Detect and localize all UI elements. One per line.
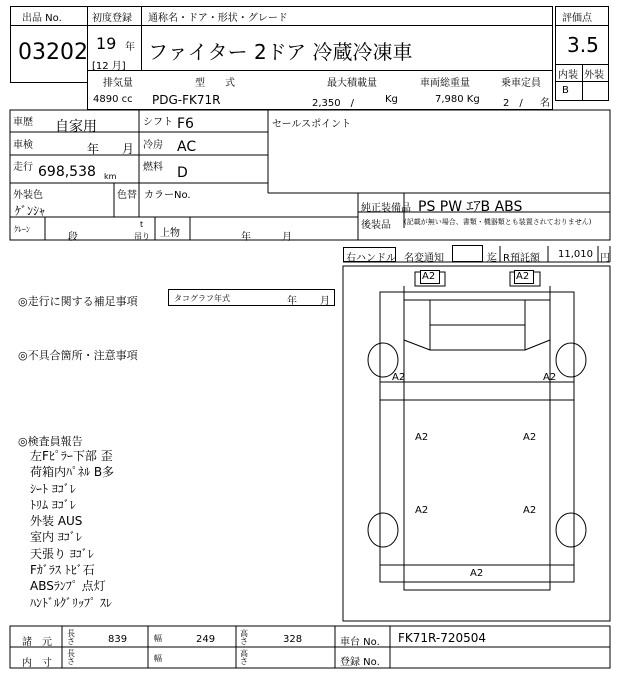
aircon-value: AC bbox=[177, 139, 197, 155]
shift-value: F6 bbox=[177, 116, 194, 132]
damage-mark: A2 bbox=[514, 270, 534, 284]
inspector-item: ﾊﾝﾄﾞﾙｸﾞﾘｯﾌﾟ ｽﾚ bbox=[30, 595, 112, 610]
inspection-year: 年 bbox=[87, 142, 100, 156]
driving-label: ◎走行に関する補足事項 bbox=[18, 295, 138, 308]
right-handle-label: 右ハンドル bbox=[346, 253, 396, 264]
inspection-month: 月 bbox=[122, 142, 135, 156]
inspector-item: ABSﾗﾝﾌﾟ 点灯 bbox=[30, 579, 106, 594]
tacho-label: タコグラフ年式 bbox=[174, 294, 230, 303]
grade-label: 評価点 bbox=[562, 13, 592, 24]
gross-value: 7,980 Kg bbox=[435, 94, 480, 105]
width-label: 幅 bbox=[154, 634, 162, 643]
inner-label: 内 寸 bbox=[22, 658, 52, 669]
color-no-label: カラーNo. bbox=[144, 190, 191, 201]
interior-label: 内装 bbox=[558, 70, 578, 81]
chassis-value: FK71R-720504 bbox=[398, 631, 487, 645]
inspector-item: 天張り ﾖｺﾞﾚ bbox=[30, 546, 94, 561]
chassis-label: 車台 No. bbox=[340, 637, 380, 648]
damage-mark: A2 bbox=[523, 432, 537, 443]
year-value: 19 bbox=[96, 34, 117, 53]
length-label: 長さ bbox=[67, 629, 75, 646]
inspector-item: 荷箱内ﾊﾟﾈﾙ B多 bbox=[30, 465, 115, 480]
grade-value: 3.5 bbox=[567, 33, 599, 57]
crane-label: ｸﾚｰﾝ bbox=[14, 225, 30, 234]
inner-width-label: 幅 bbox=[154, 654, 162, 663]
height-label: 高さ bbox=[240, 629, 248, 646]
lot-label: 出品 No. bbox=[22, 13, 62, 24]
inspector-item: 外装 AUS bbox=[30, 514, 83, 529]
sinnagi-label: 迄 bbox=[487, 253, 497, 264]
model-desc-label: 通称名・ドア・形状・グレード bbox=[148, 13, 288, 24]
capacity-unit: 名 bbox=[540, 98, 550, 109]
exterior-label: 外装 bbox=[584, 70, 604, 81]
aircon-label: 冷房 bbox=[143, 140, 163, 151]
boarding-label: 上物 bbox=[160, 228, 180, 239]
first-reg-label: 初度登録 bbox=[92, 13, 132, 24]
max-load-label: 最大積載量 bbox=[327, 78, 377, 89]
height-value: 328 bbox=[283, 634, 303, 645]
inner-length-label: 長さ bbox=[67, 649, 75, 666]
reg-label: 登録 No. bbox=[340, 657, 380, 668]
inner-height-label: 高さ bbox=[240, 649, 248, 666]
defects-label: ◎不具合箇所・注意事項 bbox=[18, 349, 138, 362]
equipment-value: PS PW ｴｱB ABS bbox=[418, 199, 523, 215]
color-label: 外装色 bbox=[13, 190, 43, 201]
month-value: [12 月] bbox=[92, 61, 126, 72]
inspector-item: ﾄﾘﾑ ﾖｺﾞﾚ bbox=[30, 497, 76, 512]
max-load-value: 2,350 / bbox=[312, 98, 354, 109]
dims-label: 諸 元 bbox=[22, 637, 52, 648]
capacity-label: 乗車定員 bbox=[501, 78, 541, 89]
inspector-item: 室内 ﾖｺﾞﾚ bbox=[30, 530, 82, 545]
damage-mark: A2 bbox=[415, 505, 429, 516]
truck-diagram bbox=[368, 272, 586, 590]
boarding-month: 月 bbox=[282, 232, 292, 243]
boarding-year: 年 bbox=[241, 232, 251, 243]
color-change-label: 色替 bbox=[117, 190, 137, 201]
vehicle-name: ファイター 2ドア 冷蔵冷凍車 bbox=[148, 40, 413, 64]
history-label: 車歴 bbox=[13, 117, 33, 128]
equipment-label: 純正装備品 bbox=[361, 203, 411, 214]
crane-ton-bottom: 吊り bbox=[134, 232, 150, 241]
capacity-value: 2 / bbox=[503, 98, 523, 109]
crane-ton-top: t bbox=[140, 220, 144, 229]
r-unit: 円 bbox=[600, 253, 610, 264]
model-value: PDG-FK71R bbox=[152, 93, 221, 107]
damage-mark: A2 bbox=[543, 372, 557, 383]
inspector-item: Fｶﾞﾗｽ ﾄﾋﾞ石 bbox=[30, 563, 95, 578]
r-value: 11,010 bbox=[558, 249, 593, 260]
damage-mark: A2 bbox=[392, 372, 406, 383]
displacement-value: 4890 cc bbox=[93, 94, 133, 105]
length-value: 839 bbox=[108, 634, 128, 645]
model-label: 型 式 bbox=[195, 78, 235, 89]
mileage-label: 走行 bbox=[13, 162, 33, 173]
name-change-label: 名変通知 bbox=[404, 253, 444, 264]
fuel-value: D bbox=[177, 165, 188, 181]
sales-point-label: セールスポイント bbox=[272, 119, 352, 130]
color-value: ｹﾞﾝｼｬ bbox=[15, 204, 46, 218]
damage-mark: A2 bbox=[470, 568, 484, 579]
damage-mark: A2 bbox=[420, 270, 440, 284]
aftermarket-label: 後装品 bbox=[361, 220, 391, 231]
inspection-label: 車検 bbox=[13, 140, 33, 151]
history-value: 自家用 bbox=[55, 119, 97, 135]
mileage-unit: km bbox=[104, 172, 117, 181]
displacement-label: 排気量 bbox=[103, 78, 133, 89]
lot-number: 03202 bbox=[18, 40, 88, 65]
inspector-item: 左Fﾋﾟﾗｰ下部 歪 bbox=[30, 449, 113, 463]
fuel-label: 燃料 bbox=[143, 162, 163, 173]
tacho-year: 年 bbox=[287, 296, 297, 307]
crane-stage: 段 bbox=[68, 232, 78, 243]
mileage-value: 698,538 bbox=[38, 164, 96, 180]
inspector-item: ｼｰﾄ ﾖｺﾞﾚ bbox=[30, 481, 76, 496]
interior-value: B bbox=[562, 85, 569, 96]
aftermarket-note: (記載が無い場合、書類・機器類とも装置されておりません) bbox=[404, 218, 592, 226]
damage-mark: A2 bbox=[523, 505, 537, 516]
shift-label: シフト bbox=[143, 117, 173, 128]
tacho-month: 月 bbox=[320, 296, 330, 307]
damage-mark: A2 bbox=[415, 432, 429, 443]
width-value: 249 bbox=[196, 634, 216, 645]
inspector-label: ◎検査員報告 bbox=[18, 435, 83, 448]
max-load-unit: Kg bbox=[385, 94, 398, 105]
r-label: R預託額 bbox=[503, 253, 540, 264]
gross-label: 車両総重量 bbox=[420, 78, 470, 89]
year-unit: 年 bbox=[125, 42, 135, 53]
